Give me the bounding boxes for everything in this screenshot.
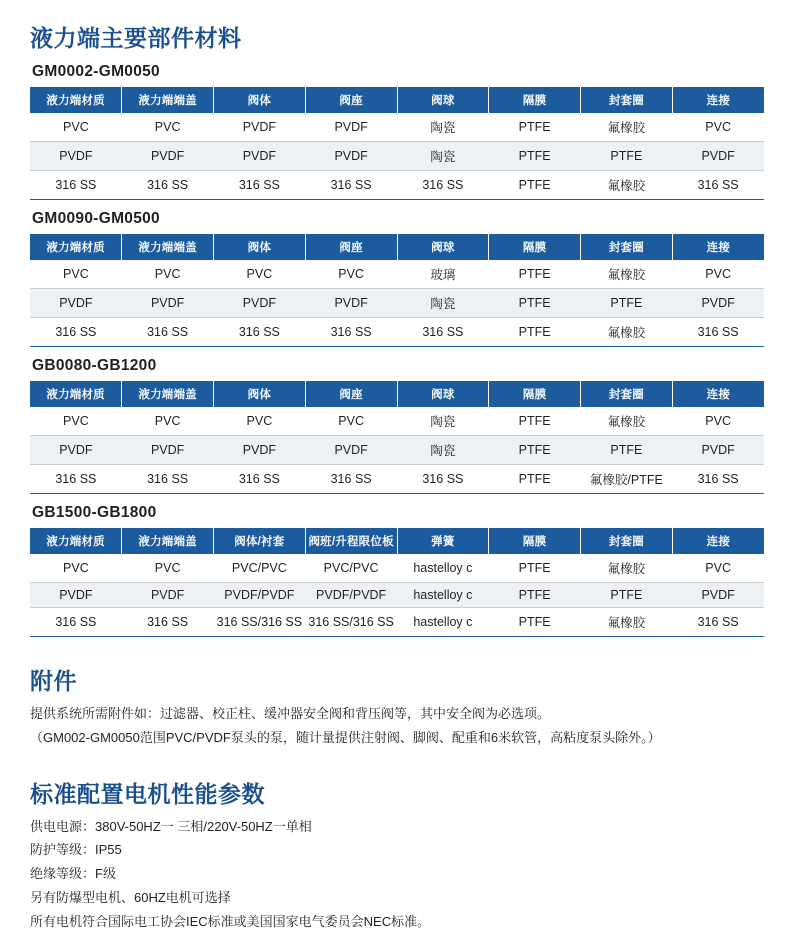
table-row (30, 171, 764, 200)
table-cell: PTFE (581, 583, 673, 608)
column-header: 阀球 (397, 234, 489, 260)
table-cell: 氟橡胶 (581, 407, 673, 436)
table-cell: 氟橡胶 (581, 318, 673, 347)
table-cell: PVDF (30, 436, 122, 465)
table-cell: PTFE (581, 142, 673, 171)
table-cell: hastelloy c (397, 608, 489, 637)
table-cell: PVDF (30, 142, 122, 171)
table-row (30, 289, 764, 318)
table-cell: PVDF/PVDF (305, 583, 397, 608)
column-header: 阀体 (214, 381, 306, 407)
table-cell: PVC (30, 113, 122, 142)
column-header: 封套圈 (581, 381, 673, 407)
material-table-gm0002 (30, 87, 764, 200)
table-cell: 316 SS (305, 318, 397, 347)
column-header: 阀座 (305, 87, 397, 113)
table-cell: PVC (122, 113, 214, 142)
table-cell: PVDF (122, 142, 214, 171)
table-cell: 316 SS (672, 171, 764, 200)
table-cell: PVDF (122, 289, 214, 318)
table-cell: PVDF (214, 289, 306, 318)
group-title-gb0080: GB0080-GB1200 (32, 357, 157, 374)
motor-section (30, 776, 762, 933)
column-header: 阀座 (305, 234, 397, 260)
table-cell: 氟橡胶 (581, 113, 673, 142)
table-cell: 316 SS (122, 171, 214, 200)
table-cell: PVC (305, 407, 397, 436)
table-cell: PVC/PVC (214, 554, 306, 583)
table-cell: PVC (214, 407, 306, 436)
group-title-gb1500: GB1500-GB1800 (32, 504, 157, 521)
column-header: 弹簧 (397, 528, 489, 554)
column-header: 阀体 (214, 234, 306, 260)
spacer (30, 752, 762, 766)
table-cell: 316 SS (305, 465, 397, 494)
table-cell: 316 SS/316 SS (305, 608, 397, 637)
table-cell: PTFE (489, 407, 581, 436)
table-cell: 氟橡胶 (581, 171, 673, 200)
table-cell: 316 SS (672, 318, 764, 347)
table-cell: PVC (305, 260, 397, 289)
table-cell: 316 SS (214, 465, 306, 494)
column-header: 封套圈 (581, 234, 673, 260)
column-header: 阀体 (214, 87, 306, 113)
table-cell: PTFE (581, 436, 673, 465)
table-cell: 陶瓷 (397, 436, 489, 465)
table-cell: PTFE (581, 289, 673, 318)
table-cell: 氟橡胶/PTFE (581, 465, 673, 494)
table-cell: PVDF (672, 142, 764, 171)
table-cell: PVC (30, 554, 122, 583)
table-header-row (30, 381, 764, 407)
table-cell: PTFE (489, 318, 581, 347)
table-row (30, 142, 764, 171)
column-header: 阀体/衬套 (214, 528, 306, 554)
motor-line: 另有防爆型电机、60HZ电机可选择 (30, 889, 231, 905)
column-header: 液力端端盖 (122, 528, 214, 554)
table-cell: PVDF (30, 583, 122, 608)
table-cell: 316 SS (397, 318, 489, 347)
table-cell: PTFE (489, 465, 581, 494)
table-cell: 316 SS (122, 608, 214, 637)
table-cell: 玻璃 (397, 260, 489, 289)
table-row (30, 465, 764, 494)
table-cell: PTFE (489, 142, 581, 171)
page-title: 液力端主要部件材料 (30, 25, 242, 51)
motor-title: 标准配置电机性能参数 (30, 780, 265, 807)
table-cell: PVDF (305, 436, 397, 465)
table-row (30, 554, 764, 583)
table-cell: 陶瓷 (397, 142, 489, 171)
column-header: 隔膜 (489, 234, 581, 260)
table-cell: 316 SS (305, 171, 397, 200)
table-cell: PVDF (305, 113, 397, 142)
table-cell: PVC (30, 260, 122, 289)
column-header: 隔膜 (489, 528, 581, 554)
table-cell: 316 SS (214, 171, 306, 200)
table-cell: PVC (672, 407, 764, 436)
motor-line: 所有电机符合国际电工协会IEC标准或美国国家电气委员会NEC标准。 (30, 913, 431, 929)
table-cell: 陶瓷 (397, 113, 489, 142)
table-cell: PTFE (489, 260, 581, 289)
table-cell: 316 SS (30, 465, 122, 494)
table-row (30, 318, 764, 347)
group-title-gm0090: GM0090-GM0500 (32, 210, 160, 227)
table-cell: 316 SS (214, 318, 306, 347)
table-cell: hastelloy c (397, 554, 489, 583)
column-header: 封套圈 (581, 528, 673, 554)
table-cell: 陶瓷 (397, 289, 489, 318)
column-header: 液力端端盖 (122, 234, 214, 260)
table-cell: PVC (672, 554, 764, 583)
table-cell: PVDF (214, 113, 306, 142)
column-header: 阀球 (397, 381, 489, 407)
table-cell: PTFE (489, 608, 581, 637)
table-row (30, 436, 764, 465)
table-cell: PVC (214, 260, 306, 289)
table-cell: 316 SS (672, 608, 764, 637)
column-header: 连接 (672, 528, 764, 554)
column-header: 液力端材质 (30, 87, 122, 113)
table-cell: 陶瓷 (397, 407, 489, 436)
column-header: 连接 (672, 234, 764, 260)
table-cell: PVDF (305, 142, 397, 171)
motor-line: 防护等级：IP55 (30, 842, 122, 858)
table-cell: 氟橡胶 (581, 608, 673, 637)
table-cell: PTFE (489, 171, 581, 200)
table-cell: 316 SS (397, 171, 489, 200)
table-cell: 氟橡胶 (581, 554, 673, 583)
table-row (30, 260, 764, 289)
column-header: 液力端材质 (30, 234, 122, 260)
table-cell: PVC (122, 554, 214, 583)
table-cell: PVC (672, 260, 764, 289)
table-row (30, 407, 764, 436)
column-header: 隔膜 (489, 381, 581, 407)
accessory-line: （GM002-GM0050范围PVC/PVDF泵头的泵，随计量提供注射阀、脚阀、配重和6米软管，高粘度泵头除外。） (30, 729, 661, 745)
table-cell: PTFE (489, 113, 581, 142)
table-cell: 316 SS (122, 465, 214, 494)
table-cell: PVDF (122, 436, 214, 465)
column-header: 连接 (672, 381, 764, 407)
table-cell: PVC (122, 260, 214, 289)
column-header: 液力端材质 (30, 381, 122, 407)
column-header: 阀班/升程限位板 (305, 528, 397, 554)
table-cell: PVC/PVC (305, 554, 397, 583)
table-cell: 316 SS (672, 465, 764, 494)
column-header: 隔膜 (489, 87, 581, 113)
table-cell: PVDF (672, 289, 764, 318)
table-cell: 316 SS/316 SS (214, 608, 306, 637)
material-table-gm0090 (30, 234, 764, 347)
table-cell: PTFE (489, 436, 581, 465)
table-cell: PVDF (214, 142, 306, 171)
material-table-gb0080 (30, 381, 764, 494)
table-cell: PVDF (30, 289, 122, 318)
group-title-gm0002: GM0002-GM0050 (32, 63, 160, 80)
column-header: 液力端端盖 (122, 87, 214, 113)
table-cell: PTFE (489, 289, 581, 318)
table-cell: 316 SS (122, 318, 214, 347)
accessory-line: 提供系统所需附件如：过滤器、校正柱、缓冲器安全阀和背压阀等，其中安全阀为必选项。 (30, 706, 551, 721)
table-header-row (30, 528, 764, 554)
table-cell: PVDF (122, 583, 214, 608)
table-cell: 316 SS (30, 608, 122, 637)
table-row (30, 608, 764, 637)
motor-line: 绝缘等级：F级 (30, 866, 116, 882)
column-header: 阀球 (397, 87, 489, 113)
motor-line: 供电电源：380V-50HZ一 三相/220V-50HZ一单相 (30, 818, 312, 834)
table-cell: 氟橡胶 (581, 260, 673, 289)
table-cell: 316 SS (30, 318, 122, 347)
table-cell: PVDF/PVDF (214, 583, 306, 608)
table-cell: hastelloy c (397, 583, 489, 608)
table-cell: PVC (672, 113, 764, 142)
column-header: 连接 (672, 87, 764, 113)
table-header-row (30, 234, 764, 260)
column-header: 阀座 (305, 381, 397, 407)
table-cell: PTFE (489, 583, 581, 608)
table-cell: 316 SS (397, 465, 489, 494)
column-header: 液力端材质 (30, 528, 122, 554)
column-header: 封套圈 (581, 87, 673, 113)
accessory-title: 附件 (30, 668, 77, 694)
table-row (30, 113, 764, 142)
table-header-row (30, 87, 764, 113)
table-cell: PVDF (305, 289, 397, 318)
table-cell: PTFE (489, 554, 581, 583)
table-row (30, 583, 764, 608)
table-cell: PVDF (672, 583, 764, 608)
material-table-gb1500 (30, 528, 764, 637)
table-cell: 316 SS (30, 171, 122, 200)
table-cell: PVC (122, 407, 214, 436)
table-cell: PVDF (214, 436, 306, 465)
column-header: 液力端端盖 (122, 381, 214, 407)
accessory-section (30, 663, 762, 749)
table-cell: PVDF (672, 436, 764, 465)
table-cell: PVC (30, 407, 122, 436)
